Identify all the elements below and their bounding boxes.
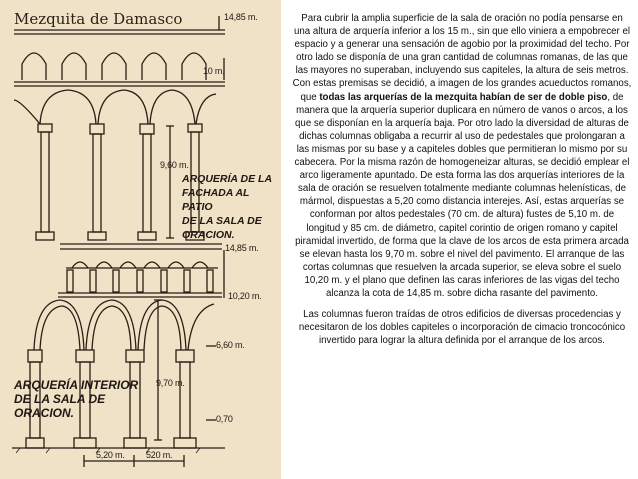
dim-top-height: 14,85 m. [224, 12, 258, 22]
caption-interior-line-2: DE LA SALA DE [14, 392, 106, 406]
architectural-drawing [0, 0, 281, 479]
caption-interior-line-3: ORACION. [14, 406, 74, 420]
caption-facade-line-1: ARQUERÍA DE LA [182, 173, 273, 185]
caption-facade [182, 172, 281, 242]
paragraph-1 [292, 12, 632, 300]
caption-facade-line-2: FACHADA AL PATIO [182, 187, 250, 213]
figure-title: Mezquita de Damasco [14, 10, 183, 28]
paragraph-1-part-b: , de manera que la arquería superior duplicara en número de vanos o arcos, a los que se disponían en la arquería baja. Por otro lado la diversidad de alturas de dichas columnas obligaba a recurrir al uso de pedestales que prolongaran a las mismas por su base y a capiteles dobles que permitieran lo mismo por su cabecera. Por la misma razón de homogeneizar alturas, se decidió emplear el arco ligeramente apuntado. De esta forma las dos arquerías interiores de la sala de oración se resuelven totalmente mediante columnas helenísticas, de mármol, dispuestas a 5,20 como distancia interejes. Así, estas arquerías se conforman por altos pedestales (70 cm. de altura) fustes de 5,10 m. de longitud y 85 cm. de diámetro, capitel corintio de origen romano y capitel piramidal invertido, de forma que la clave de los arcos de esta primera arcada se elevan hasta los 9,70 m. sobre el nivel del pavimento. El arranque de las cortas columnas que resuelven la arcada superior, se eleva sobre el suelo 10,20 m. y el plano que definen las caras inferiores de las vigas del techo alcanza la cota de 14,85 m. sobre dicha rasante del pavimento. [294, 91, 630, 299]
dim-span-left: 5,20 m. [96, 450, 125, 460]
dim-upper-arch: 10 m. [203, 66, 225, 76]
dim-column-height-bottom: 9,70 m. [156, 378, 185, 388]
paragraph-1-part-a: Para cubrir la amplia superficie de la sala de oración no podía pensarse en una altura de arquería inferior a los 15 m., sin que ello viniera a empobrecer el espacio y a generar una sensación de agobio por la proximidad del techo. Por otro lado se disponía de una gran cantidad de columnas romanas, de las que las mayores no superaban, incluyendo sus capiteles, la altura de seis metros. Con estas premisas se decidió, a imagen de los grandes acueductos romanos, que [292, 13, 632, 103]
caption-interior [14, 378, 138, 420]
dim-pedestal: 0,70 [216, 414, 233, 424]
caption-facade-line-4: ORACION. [182, 229, 235, 241]
dim-span-right: 520 m. [146, 450, 173, 460]
dim-second-level: 10,20 m. [228, 291, 262, 301]
dim-top-height-bottom: 14,85 m. [225, 243, 259, 253]
paragraph-1-bold: todas las arquerías de la mezquita habían de ser de doble piso [319, 91, 608, 103]
caption-interior-line-1: ARQUERÍA INTERIOR [14, 378, 139, 392]
description-text [292, 12, 632, 355]
caption-facade-line-3: DE LA SALA DE [182, 215, 262, 227]
dim-arch-level: 6,60 m. [216, 340, 245, 350]
paragraph-2: Las columnas fueron traídas de otros edificios de diversas procedencias y necesitaron de los dobles capiteles o incorporación de cimacio troncocónico invertido para lograr la altura definida por el arranque de los arcos. [298, 309, 626, 347]
dim-column-height-top: 9,60 m. [160, 160, 189, 170]
